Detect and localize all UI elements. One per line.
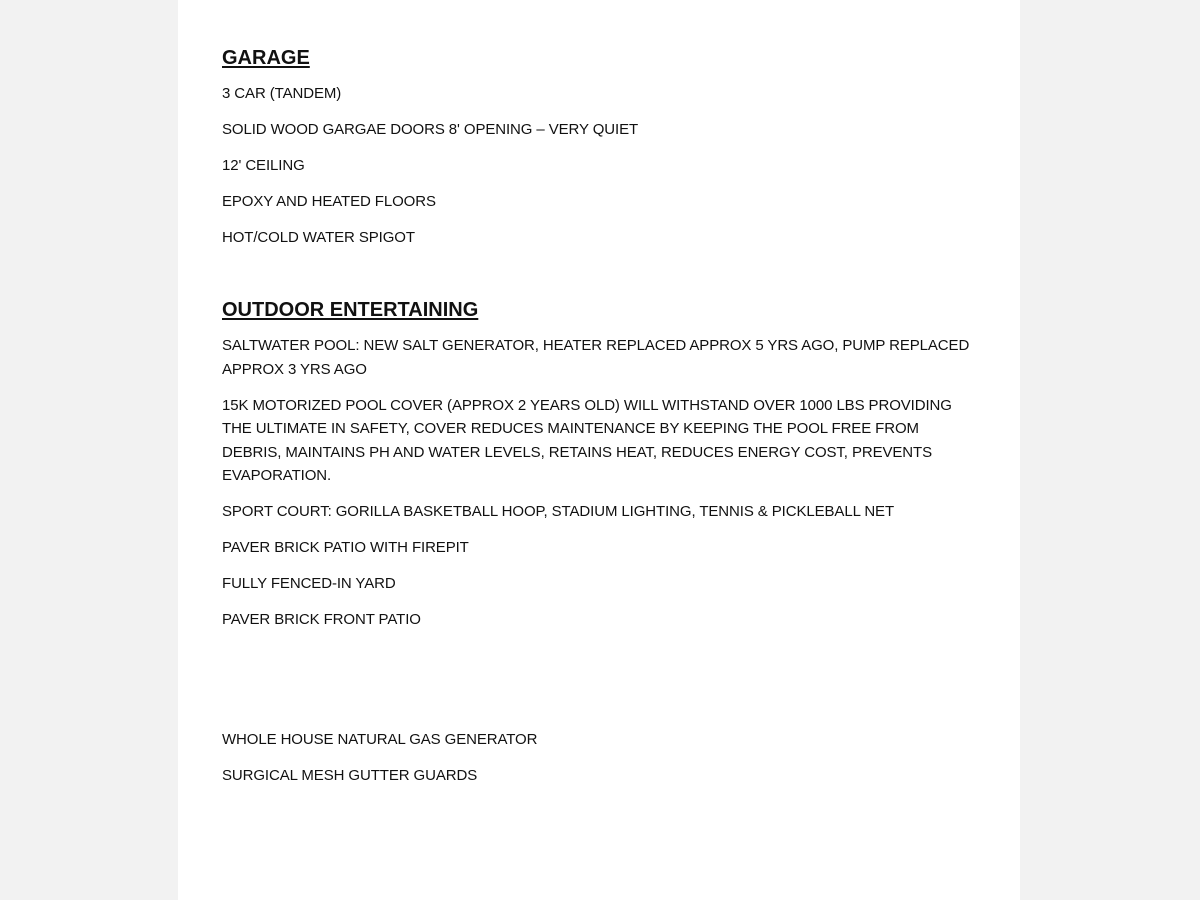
other-item: WHOLE HOUSE NATURAL GAS GENERATOR (222, 731, 538, 748)
outdoor-item: SPORT COURT: GORILLA BASKETBALL HOOP, STADIUM LIGHTING, TENNIS & PICKLEBALL NET (222, 503, 895, 520)
other-item: SURGICAL MESH GUTTER GUARDS (222, 767, 478, 784)
garage-item: 12' CEILING (222, 157, 305, 174)
outdoor-item: 15K MOTORIZED POOL COVER (APPROX 2 YEARS OLD) WILL WITHSTAND OVER 1000 LBS PROVIDING THE ULTIMATE IN SAFETY, COVER REDUCES MAINTENANCE BY KEEPING THE POOL FREE FROM DEBRIS, MAINTAINS PH AND WATER LEVELS, RETAINS HEAT, REDUCES ENERGY COST, PREVENTS EVAPORATION. (222, 396, 952, 484)
outdoor-item: PAVER BRICK PATIO WITH FIREPIT (222, 539, 469, 556)
garage-item: SOLID WOOD GARGAE DOORS 8' OPENING – VERY QUIET (222, 121, 639, 138)
garage-heading: GARAGE (222, 47, 310, 69)
outdoor-item: PAVER BRICK FRONT PATIO (222, 611, 421, 628)
garage-item: EPOXY AND HEATED FLOORS (222, 193, 436, 210)
document-page (178, 0, 1020, 900)
outdoor-entertaining-heading: OUTDOOR ENTERTAINING (222, 299, 479, 321)
document-content (222, 44, 982, 800)
section-spacer (222, 644, 982, 728)
garage-item: 3 CAR (TANDEM) (222, 85, 342, 102)
outdoor-item: FULLY FENCED-IN YARD (222, 575, 396, 592)
garage-item: HOT/COLD WATER SPIGOT (222, 229, 415, 246)
outdoor-item: SALTWATER POOL: NEW SALT GENERATOR, HEATER REPLACED APPROX 5 YRS AGO, PUMP REPLACED APPROX 3 YRS AGO (222, 337, 970, 378)
section-spacer (222, 262, 982, 296)
